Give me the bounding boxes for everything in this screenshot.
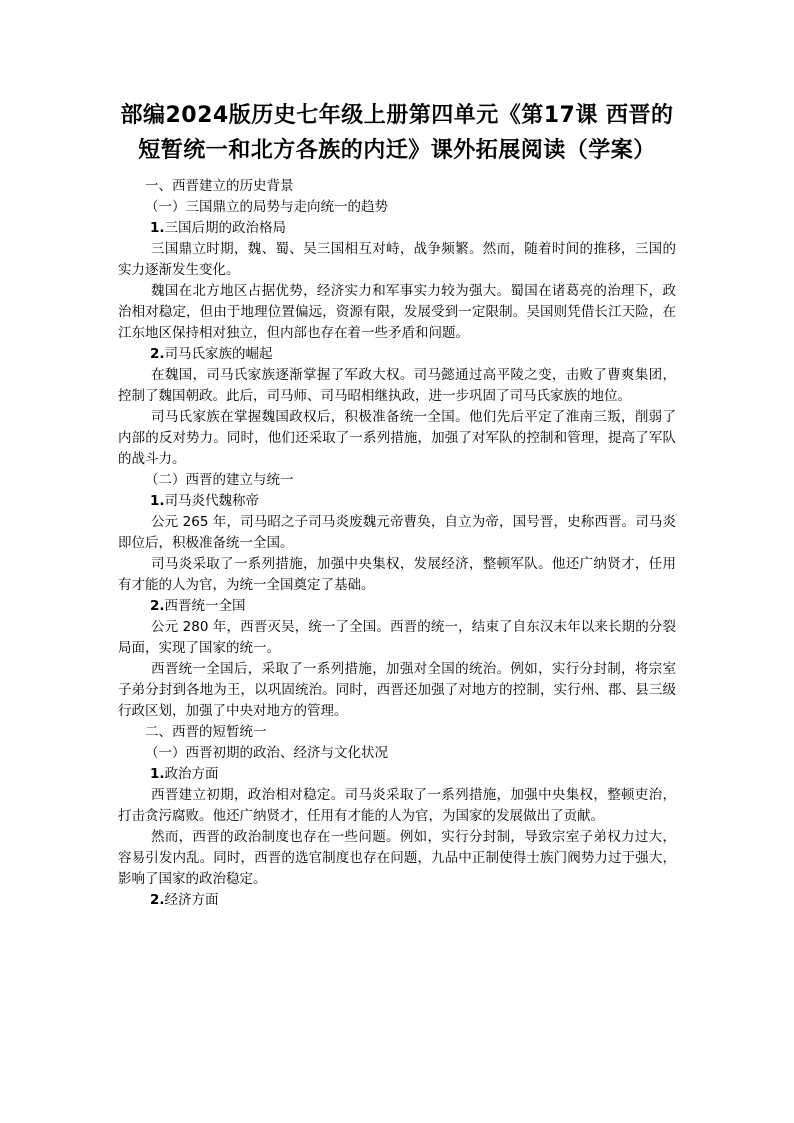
item-title: 西晋统一全国 [164,598,246,614]
document-title: 部编2024版历史七年级上册第四单元《第17课 西晋的短暂统一和北方各族的内迁》课外拓展阅读（学案） [120,103,674,163]
item-number: 1. [150,493,165,509]
paragraph: 在魏国，司马氏家族逐渐掌握了军政大权。司马懿通过高平陵之变，击败了曹爽集团，控制了魏国朝政。此后，司马师、司马昭相继执政，进一步巩固了司马氏家族的地位。 [118,367,676,404]
item-title: 司马氏家族的崛起 [164,346,273,362]
item-heading [118,218,676,239]
paragraph: 魏国在北方地区占据优势，经济实力和军事实力较为强大。蜀国在诸葛亮的治理下，政治相对稳定，但由于地理位置偏远，资源有限，发展受到一定限制。吴国则凭借长江天险，在江东地区保持相对独立，但内部也存在着一些矛盾和问题。 [118,283,676,341]
item-title: 司马炎代魏称帝 [164,493,260,509]
item-number: 2. [150,598,165,614]
paragraph: 公元 280 年，西晋灭吴，统一了全国。西晋的统一，结束了自东汉末年以来长期的分裂局面，实现了国家的统一。 [118,619,676,656]
section-heading: 一、西晋建立的历史背景 [145,178,294,194]
subsection-heading: （二）西晋的建立与统一 [145,472,294,488]
item-heading [118,344,676,365]
item-number: 1. [150,766,165,782]
item-number: 1. [150,220,165,236]
item-heading [118,764,676,785]
paragraph: 司马炎采取了一系列措施，加强中央集权，发展经济，整顿军队。他还广纳贤才，任用有才能的人为官，为统一全国奠定了基础。 [118,556,676,593]
item-title: 经济方面 [164,892,219,908]
subsection-heading: （一）三国鼎立的局势与走向统一的趋势 [145,199,388,215]
item-number: 2. [150,892,165,908]
paragraph: 司马氏家族在掌握魏国政权后，积极准备统一全国。他们先后平定了淮南三叛，削弱了内部的反对势力。同时，他们还采取了一系列措施，加强了对军队的控制和管理，提高了军队的战斗力。 [118,409,676,467]
item-title: 政治方面 [164,766,219,782]
paragraph: 三国鼎立时期，魏、蜀、吴三国相互对峙，战争频繁。然而，随着时间的推移，三国的实力逐渐发生变化。 [118,241,676,278]
paragraph: 然而，西晋的政治制度也存在一些问题。例如，实行分封制，导致宗室子弟权力过大，容易引发内乱。同时，西晋的选官制度也存在问题，九品中正制使得士族门阀势力过于强大，影响了国家的政治稳定。 [118,829,676,887]
paragraph: 公元 265 年，司马昭之子司马炎废魏元帝曹奂，自立为帝，国号晋，史称西晋。司马炎即位后，积极准备统一全国。 [118,514,676,551]
paragraph: 西晋建立初期，政治相对稳定。司马炎采取了一系列措施，加强中央集权，整顿吏治，打击贪污腐败。他还广纳贤才，任用有才能的人为官，为国家的发展做出了贡献。 [118,787,676,824]
document-page [118,98,676,911]
section-heading: 二、西晋的短暂统一 [145,724,267,740]
item-heading [118,491,676,512]
item-number: 2. [150,346,165,362]
item-title: 三国后期的政治格局 [164,220,287,236]
subsection-heading: （一）西晋初期的政治、经济与文化状况 [145,745,388,761]
item-heading [118,596,676,617]
item-heading [118,890,676,911]
paragraph: 西晋统一全国后，采取了一系列措施，加强对全国的统治。例如，实行分封制，将宗室子弟分封到各地为王，以巩固统治。同时，西晋还加强了对地方的控制，实行州、郡、县三级行政区划，加强了中央对地方的管理。 [118,661,676,719]
